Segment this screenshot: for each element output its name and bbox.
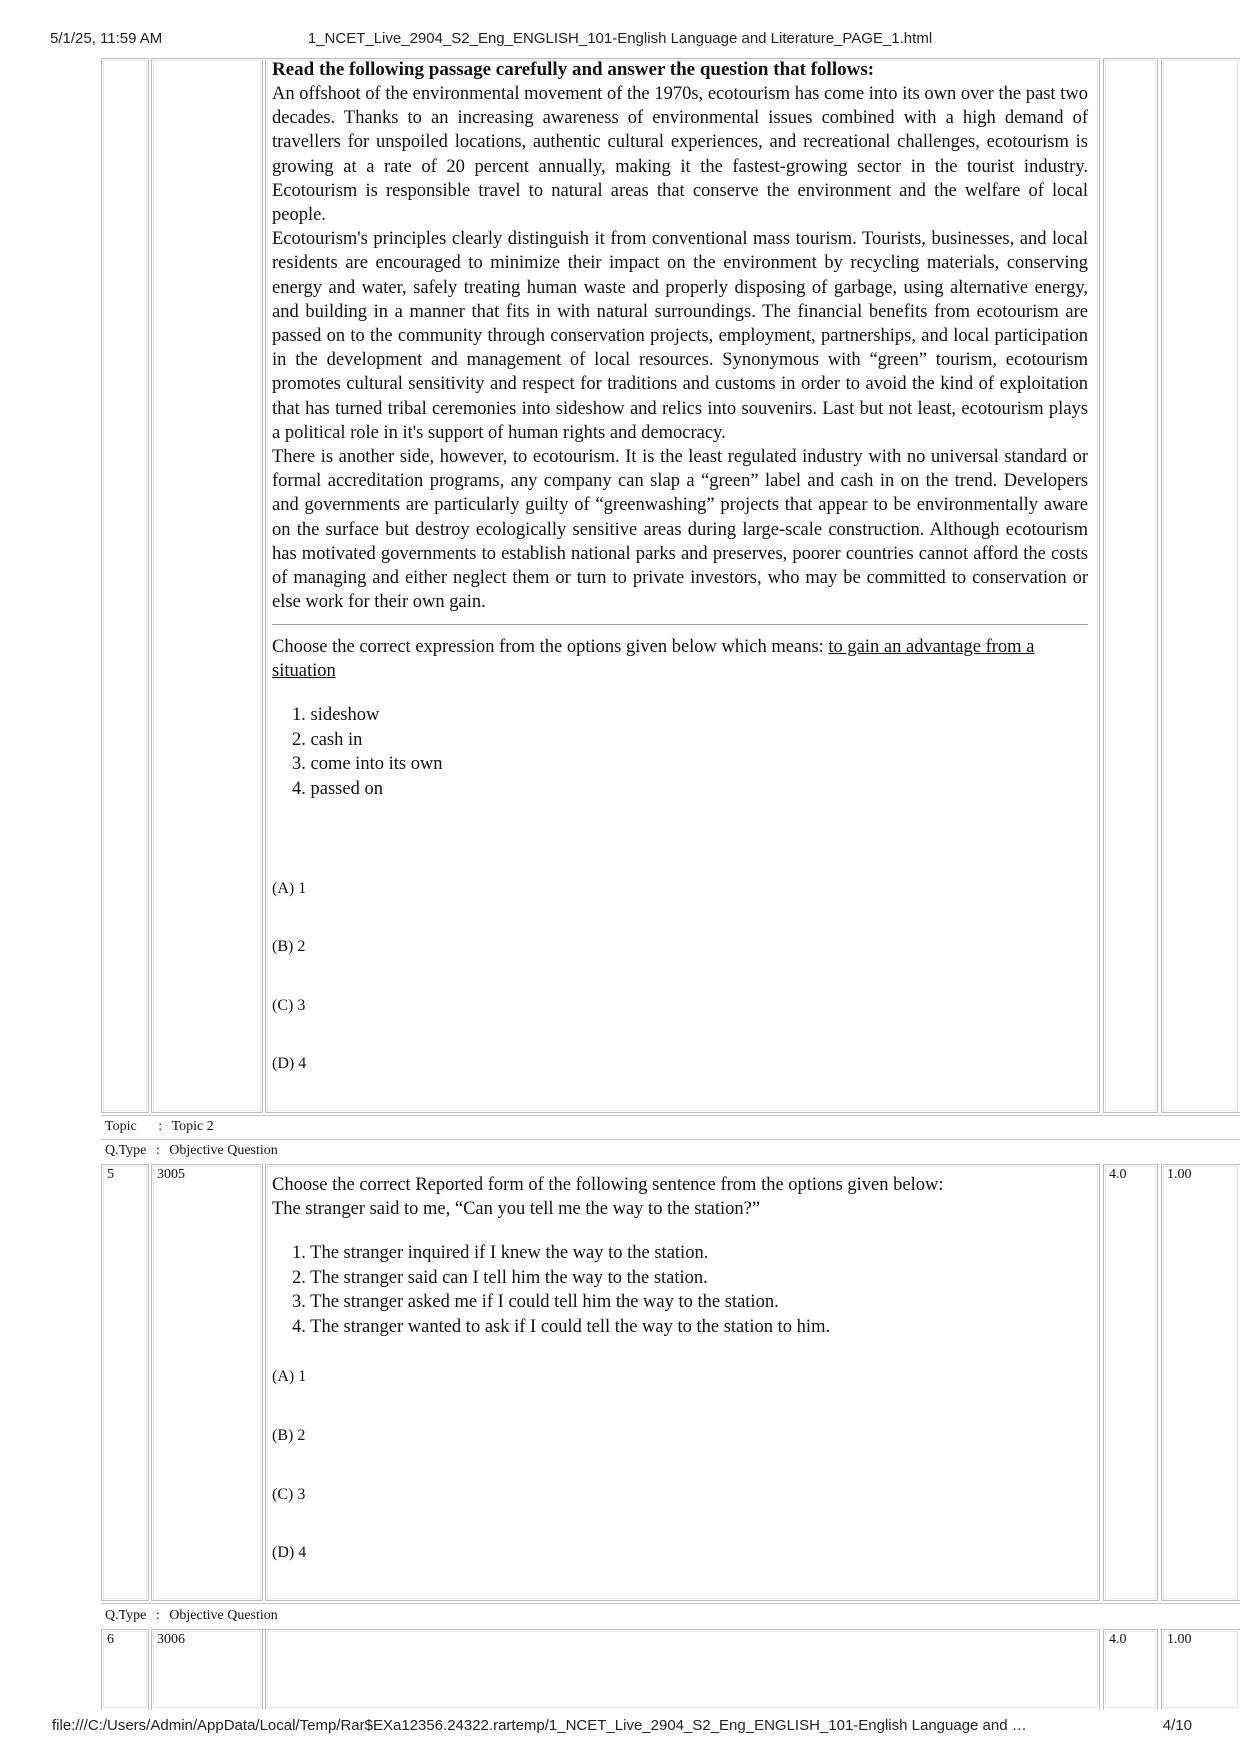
divider (272, 624, 1088, 625)
passage-paragraph: Ecotourism's principles clearly distinguish it from conventional mass tourism. Tourists, businesses, and local residents are encouraged to minimize their impact on the environment by recycling materials, conserving energy and water, safely treating human waste and properly disposing of garbage, using alternative energy, and building in a manner that fits in with natural surroundings. The financial benefits from ecotourism are passed on to the community through conservation projects, employment, partnerships, and local participation in the development and management of local resources. Synonymous with “green” tourism, ecotourism promotes cultural sensitivity and respect for traditions and customs in order to avoid the kind of exploitation that has turned tribal ceremonies into sideshow and relics into souvenirs. Last but not least, ecotourism plays a political role in it's support of human rights and democracy. (272, 229, 1088, 443)
question-text: Choose the correct expression from the options given below which means: to gain an advantage from a situation (272, 637, 1035, 682)
q5-negative-cell (1161, 1164, 1240, 1601)
topic-sep: : (158, 1119, 163, 1134)
qtype-sep: : (155, 1608, 160, 1623)
question-number: 5 (107, 1167, 114, 1182)
q4-number-cell (101, 58, 149, 1113)
negative-marks-value: 1.00 (1167, 1632, 1192, 1647)
marks-value: 4.0 (1109, 1167, 1127, 1182)
question-target-phrase: to gain an advantage from a situation (272, 637, 1035, 682)
choice-a: (A) 1 (272, 1368, 307, 1385)
choice-b: (B) 2 (272, 1427, 306, 1444)
q6-marks-cell (1103, 1629, 1158, 1710)
option-item: 1. The stranger inquired if I knew the way to the station. (292, 1243, 709, 1263)
option-item: 3. The stranger asked me if I could tell him the way to the station. (292, 1292, 779, 1312)
q4-marks-cell (1103, 58, 1158, 1113)
q5-number-cell (101, 1164, 149, 1601)
choice-d: (D) 4 (272, 1055, 307, 1072)
q6-number-cell (101, 1629, 149, 1710)
choice-b: (B) 2 (272, 938, 306, 955)
option-item: 4. The stranger wanted to ask if I could tell the way to the station to him. (292, 1316, 831, 1337)
question-id: 3006 (157, 1632, 185, 1647)
qtype-value: Objective Question (169, 1143, 278, 1158)
options-list (272, 1241, 1088, 1339)
file-url: file:///C:/Users/Admin/AppData/Local/Temp/Rar$EXa12356.24322.rartemp/1_NCET_Live_2904_S2_Eng_ENGLISH_101-English Language and … (52, 1717, 1027, 1734)
option-item: 2. cash in (292, 729, 363, 750)
qtype-sep: : (155, 1143, 160, 1158)
choice-c: (C) 3 (272, 997, 306, 1014)
negative-marks-value: 1.00 (1167, 1167, 1192, 1182)
topic-value: Topic 2 (171, 1119, 214, 1134)
choice-a: (A) 1 (272, 880, 307, 897)
marks-value: 4.0 (1109, 1632, 1127, 1647)
q5-id-cell (151, 1164, 263, 1601)
passage-paragraph: There is another side, however, to ecotourism. It is the least regulated industry with no universal standard or formal accreditation programs, any company can slap a “green” label and cash in on the trend. Developers and governments are particularly guilty of “greenwashing” projects that appear to be environmentally aware on the surface but destroy ecologically sensitive areas during large-scale construction. Although ecotourism has motivated governments to establish national parks and preserves, poorer countries cannot afford the costs of managing and either neglect them or turn to private investors, who may be committed to conservation or else work for their own gain. (272, 447, 1088, 613)
document-title: 1_NCET_Live_2904_S2_Eng_ENGLISH_101-English Language and Literature_PAGE_1.html (307, 30, 933, 47)
row-rule (101, 1139, 1240, 1140)
passage-heading: Read the following passage carefully and answer the question that follows: (272, 59, 875, 80)
q5-content (272, 1173, 1088, 1339)
q6-question-cell (265, 1629, 1100, 1710)
page-indicator: 4/10 (1162, 1717, 1192, 1734)
question-number: 6 (107, 1632, 114, 1647)
q6-negative-cell (1161, 1629, 1240, 1710)
topic-row (105, 1119, 214, 1135)
qtype-label: Q.Type (105, 1143, 147, 1158)
row-rule (101, 1603, 1240, 1604)
option-item: 4. passed on (292, 778, 383, 799)
option-item: 1. sideshow (292, 705, 380, 726)
print-datetime: 5/1/25, 11:59 AM (50, 30, 163, 47)
passage-paragraph: An offshoot of the environmental movement of the 1970s, ecotourism has come into its own over the past two decades. Thanks to an increasing awareness of environmental issues combined with a high demand of travellers for unspoiled locations, authentic cultural experiences, and recreational challenges, ecotourism is growing at a rate of 20 percent annually, making it the fastest-growing sector in the tourist industry. Ecotourism is responsible travel to natural areas that conserve the environment and the welfare of local people. (272, 84, 1088, 226)
print-footer (0, 1717, 1240, 1737)
question-text: Choose the correct Reported form of the following sentence from the options given below: (272, 1175, 944, 1195)
option-item: 2. The stranger said can I tell him the way to the station. (292, 1267, 708, 1288)
q6-id-cell (151, 1629, 263, 1710)
q4-id-cell (151, 58, 263, 1113)
q4-content (272, 58, 1088, 801)
q4-negative-cell (1161, 58, 1240, 1113)
q5-marks-cell (1103, 1164, 1158, 1601)
choice-d: (D) 4 (272, 1544, 307, 1561)
qtype-value: Objective Question (169, 1608, 278, 1623)
qtype-label: Q.Type (105, 1608, 147, 1623)
option-item: 3. come into its own (292, 754, 443, 775)
question-sentence: The stranger said to me, “Can you tell me the way to the station?” (272, 1199, 761, 1219)
row-rule (101, 1115, 1240, 1116)
qtype-row (105, 1608, 278, 1624)
qtype-row (105, 1143, 278, 1159)
choice-c: (C) 3 (272, 1486, 306, 1503)
options-list (272, 703, 1088, 801)
topic-label: Topic (105, 1119, 137, 1134)
question-id: 3005 (157, 1167, 185, 1182)
print-header (0, 30, 1240, 50)
